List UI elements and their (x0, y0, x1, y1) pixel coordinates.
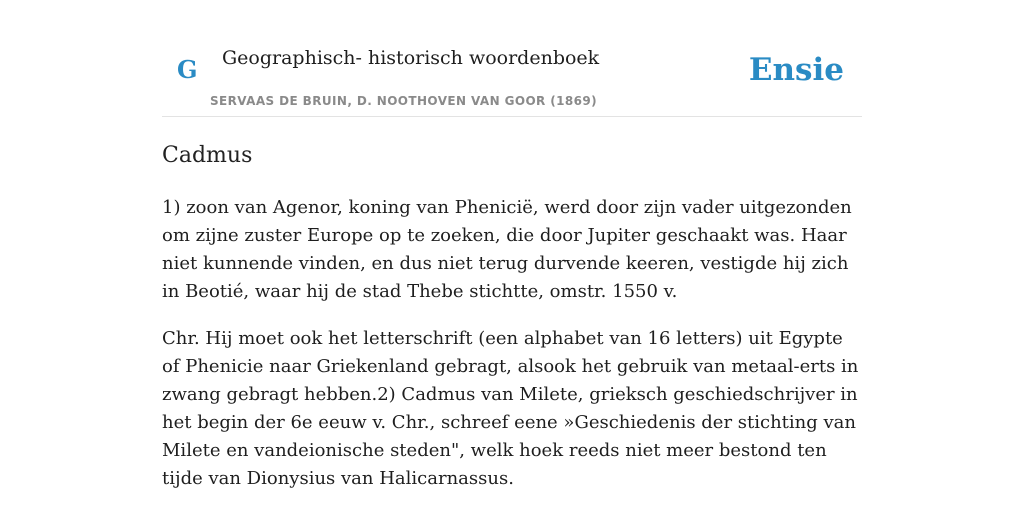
dictionary-header (162, 0, 862, 117)
entry-body (162, 194, 862, 493)
entry-title: Cadmus (162, 143, 253, 168)
entry-page (162, 0, 862, 493)
entry-paragraph: 1) zoon van Agenor, koning van Phenicië, werd door zijn vader uitgezonden om zijne zuster Europe op te zoeken, die door Jupiter geschaakt was. Haar niet kunnende vinden, en dus niet terug durvende keeren, vestigde hij zich in Beotié, waar hij de stad Thebe stichtte, omstr. 1550 v. (162, 197, 852, 302)
ensie-logo[interactable]: Ensie (748, 52, 844, 88)
dictionary-author: SERVAAS DE BRUIN, D. NOOTHOVEN VAN GOOR (1869) (210, 94, 598, 108)
dictionary-title-link[interactable]: Geographisch- historisch woordenboek (222, 47, 600, 69)
dictionary-logo-icon[interactable]: G (177, 55, 198, 84)
entry-paragraph: Chr. Hij moet ook het letterschrift (een alphabet van 16 letters) uit Egypte of Phenicie naar Griekenland gebragt, alsook het gebruik van metaal-erts in zwang gebragt hebben.2) Cadmus van Milete, grieksch geschiedschrijver in het begin der 6e eeuw v. Chr., schreef eene »Geschiedenis der stichting van Milete en vandeionische steden", welk hoek reeds niet meer bestond ten tijde van Dionysius van Halicarnassus. (162, 328, 859, 489)
